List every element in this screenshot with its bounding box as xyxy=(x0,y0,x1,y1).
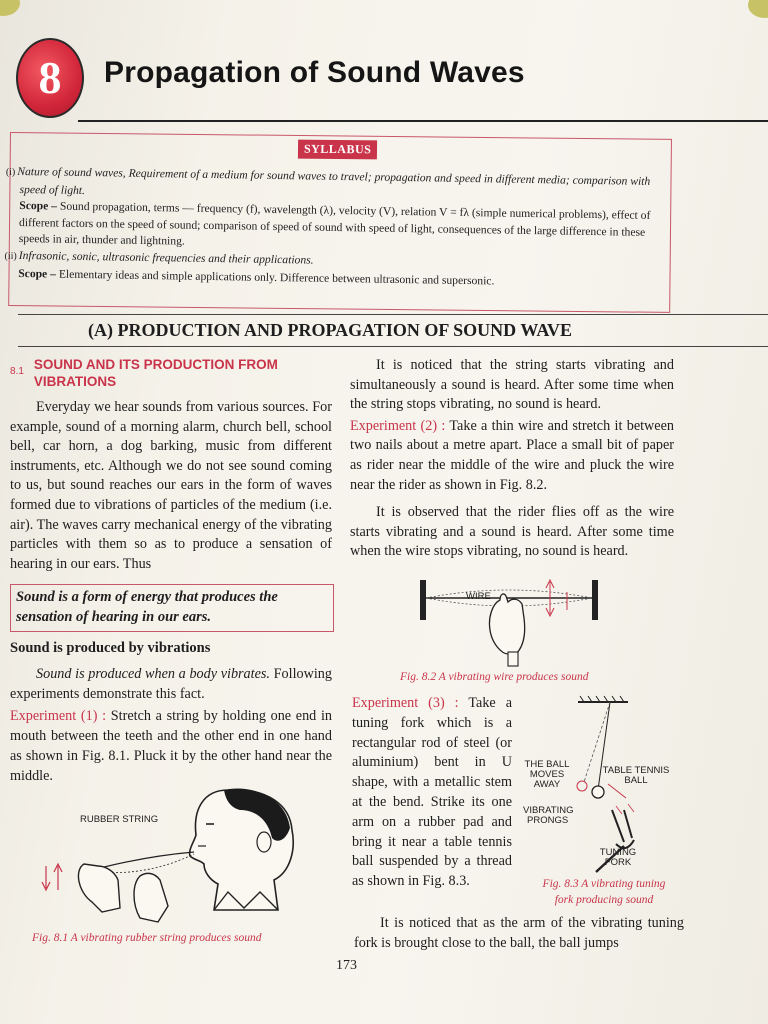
paragraph: It is observed that the rider flies off as the wire starts vibrating and a sound is heard. After some time when the wire stops vibrating, no sound is heard. xyxy=(350,504,674,560)
figure-caption: Fig. 8.2 A vibrating wire produces sound xyxy=(400,671,589,683)
figure-caption: Fig. 8.1 A vibrating rubber string produces sound xyxy=(32,932,262,944)
figure-vibrating-wire xyxy=(412,574,612,670)
experiment-text: Take a tuning fork which is a rectangular rod of steel (or aluminium) bent in U shape, with a metallic stem at the bend. Strike its one arm on a rubber pad and bring it near a table tennis ball suspended by a thread as shown in Fig. 8.3. xyxy=(352,695,512,890)
label-line: THE BALL xyxy=(524,759,570,770)
experiment-label: Experiment (2) : xyxy=(350,417,446,434)
figure-label: WIRE xyxy=(466,591,491,602)
page-number: 173 xyxy=(336,958,357,973)
chapter-number: 8 xyxy=(38,52,62,103)
syllabus-numeral: (ii) xyxy=(4,250,17,262)
page-corner-marker xyxy=(748,0,768,18)
figure-label xyxy=(523,806,593,826)
figure-label: RUBBER STRING xyxy=(80,814,159,825)
left-column xyxy=(10,356,332,574)
page-corner-marker xyxy=(0,0,20,16)
label-line: PRONGS xyxy=(527,815,569,826)
chapter-title: Propagation of Sound Waves xyxy=(104,56,525,89)
figure-caption xyxy=(528,876,680,908)
section-heading: (A) PRODUCTION AND PROPAGATION OF SOUND WAVE xyxy=(88,320,573,340)
subsection-title: SOUND AND ITS PRODUCTION FROM VIBRATIONS xyxy=(33,357,278,389)
italic-statement: Sound is produced when a body vibrates. xyxy=(36,666,270,682)
syllabus-numeral: (i) xyxy=(5,166,16,178)
experiment-1 xyxy=(10,706,332,786)
figure-label xyxy=(522,760,572,790)
scope-text: Elementary ideas and simple applications only. Difference between ultrasonic and supersonic. xyxy=(58,267,495,288)
syllabus-content xyxy=(4,164,668,292)
left-column-lower xyxy=(10,664,332,786)
subsection-number: 8.1 xyxy=(10,366,24,377)
paragraph-heading: Sound is produced by vibrations xyxy=(10,640,211,656)
caption-line: Fig. 8.3 A vibrating tuning xyxy=(542,878,666,890)
experiment-label: Experiment (1) : xyxy=(10,708,107,724)
label-line: TUNING xyxy=(599,847,637,858)
label-line: BALL xyxy=(624,775,648,786)
label-line: TABLE TENNIS xyxy=(602,765,670,776)
figure-label xyxy=(600,766,672,786)
paragraph: Everyday we hear sounds from various sources. For example, sound of a morning alarm, church bell, school bell, car horn, a dog barking, music from different instruments, etc. Although we do not see sound coming to us, but sound reaches our ears in the form of waves formed due to vibrations of particles of the medium (i.e. air). The waves carry mechanical energy of the vibrating particles with them so as to produce a sensation of hearing in our ears. Thus xyxy=(10,399,332,572)
syllabus-tag: SYLLABUS xyxy=(298,140,378,160)
paragraph xyxy=(10,664,332,704)
section-rule xyxy=(18,346,768,347)
experiment-text: Take a thin wire and stretch it between two nails about a metre apart. Place a small bit of paper as rider near the middle of the wire and pluck the wire near the rider as shown in Fig. 8.2. xyxy=(350,417,674,493)
right-column-lower xyxy=(354,914,684,953)
figure-label xyxy=(596,848,640,868)
scope-label: Scope – xyxy=(18,266,57,281)
figure-rubber-string xyxy=(28,780,328,930)
experiment-2 xyxy=(350,417,674,495)
experiment-3 xyxy=(352,694,512,892)
paragraph: It is noticed that the string starts vibrating and simultaneously a sound is heard. After some time when the string stops vibrating, no sound is heard. xyxy=(350,357,674,413)
right-column xyxy=(350,356,674,562)
chapter-number-badge xyxy=(16,38,84,118)
scope-label: Scope – xyxy=(19,199,58,213)
label-line: FORK xyxy=(604,857,632,868)
label-line: VIBRATING xyxy=(523,805,574,816)
experiment-text: Stretch a string by holding one end in mouth between the teeth and the other end in one hand as shown in Fig. 8.1. Pluck it by the other hand near the middle. xyxy=(10,708,333,784)
section-rule xyxy=(18,314,768,315)
syllabus-item-text: Infrasonic, sonic, ultrasonic frequencies and their applications. xyxy=(18,248,314,267)
experiment-label: Experiment (3) : xyxy=(352,695,459,711)
syllabus-item-text: Nature of sound waves, Requirement of a medium for sound waves to travel; propagation and speed in different media; comparison with speed of light. xyxy=(17,164,651,197)
caption-line: fork producing sound xyxy=(554,894,654,906)
scope-text: Sound propagation, terms — frequency (f), wavelength (λ), velocity (V), relation V = fλ (simple numerical problems), effect of different factors on the speed of sound; comparison of speed of sound with speed of light, consequences of the large difference in these speeds in air, thunder and lightning. xyxy=(18,199,651,248)
paragraph: It is noticed that as the arm of the vibrating tuning fork is brought close to the ball, the ball jumps xyxy=(354,915,684,951)
statement-continuation: Following experiments demonstrate this fact. xyxy=(10,666,332,702)
definition-text: Sound is a form of energy that produces the sensation of hearing in our ears. xyxy=(16,589,278,625)
label-line: AWAY xyxy=(533,779,561,790)
subsection-heading xyxy=(10,356,332,390)
header-rule xyxy=(78,120,768,122)
label-line: MOVES xyxy=(529,769,565,780)
